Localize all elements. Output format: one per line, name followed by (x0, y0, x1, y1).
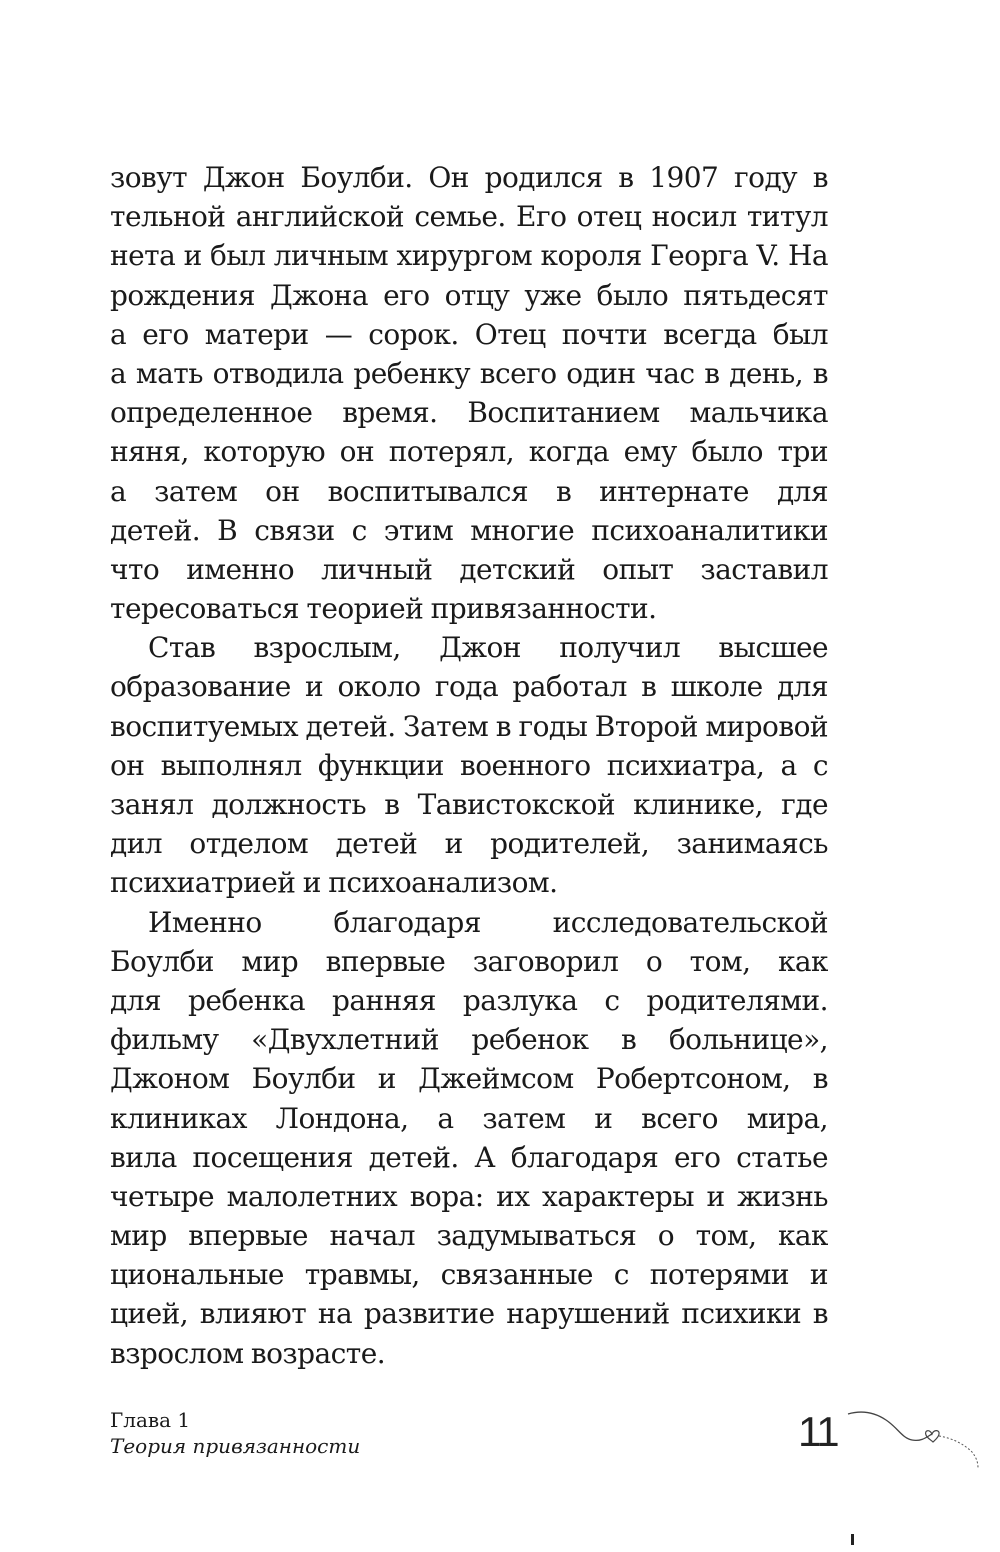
text-line: тельной английской семье. Его отец носил титул (110, 200, 828, 234)
text-line: он выполнял функции военного психиатра, а с (110, 748, 828, 782)
text-line: Боулби мир впервые заговорил о том, как (110, 944, 828, 978)
text-line: Именно благодаря исследовательской (148, 905, 828, 939)
text-line: что именно личный детский опыт заставил (110, 552, 828, 586)
text-line: зовут Джон Боулби. Он родился в 1907 году в (110, 161, 828, 194)
text-line: образование и около года работал в школе для (110, 670, 828, 704)
text-line: нета и был личным хирургом короля Георга V. На (110, 239, 828, 273)
text-line: детей. В связи с этим многие психоаналитики (110, 513, 828, 547)
text-line: воспитуемых детей. Затем в годы Второй мировой (110, 709, 828, 743)
text-line: психиатрией и психоанализом. (110, 866, 558, 900)
text-line: фильму «Двухлетний ребенок в больнице», (110, 1023, 828, 1057)
text-line: рождения Джона его отцу уже было пятьдесят (110, 278, 828, 312)
text-line: взрослом возрасте. (110, 1336, 386, 1370)
text-line: циональные травмы, связанные с потерями и (110, 1258, 828, 1292)
running-footer (110, 1407, 360, 1459)
text-line: четыре малолетних вора: их характеры и жизнь (110, 1179, 828, 1213)
text-line: цией, влияют на развитие нарушений психики в (110, 1297, 828, 1331)
text-line: занял должность в Тавистокской клинике, где (110, 788, 828, 821)
text-line: клиниках Лондона, а затем и всего мира, (110, 1101, 828, 1135)
text-line: а мать отводила ребенку всего один час в день, в (110, 356, 828, 390)
text-line: Став взрослым, Джон получил высшее (148, 631, 828, 665)
text-line: для ребенка ранняя разлука с родителями. (110, 983, 828, 1017)
body-text (110, 158, 828, 1373)
text-line: а его матери — сорок. Отец почти всегда был (110, 317, 828, 351)
chapter-title: Теория привязанности (110, 1434, 361, 1458)
text-line: а затем он воспитывался в интернате для (110, 474, 828, 508)
text-line: няня, которую он потерял, когда ему было три (110, 435, 828, 469)
heart-swirl-icon (840, 1400, 1000, 1470)
trim-mark (851, 1534, 854, 1545)
text-line: определенное время. Воспитанием мальчика (110, 396, 828, 430)
text-line: тересоваться теорией привязанности. (110, 592, 657, 626)
text-line: Джоном Боулби и Джеймсом Робертсоном, в (110, 1062, 828, 1096)
text-line: мир впервые начал задумываться о том, как (110, 1219, 828, 1253)
chapter-label: Глава 1 (110, 1408, 191, 1432)
text-line: вила посещения детей. А благодаря его статье (110, 1140, 828, 1174)
text-line: дил отделом детей и родителей, занимаясь (110, 827, 828, 861)
page-number: 11 (798, 1408, 838, 1455)
